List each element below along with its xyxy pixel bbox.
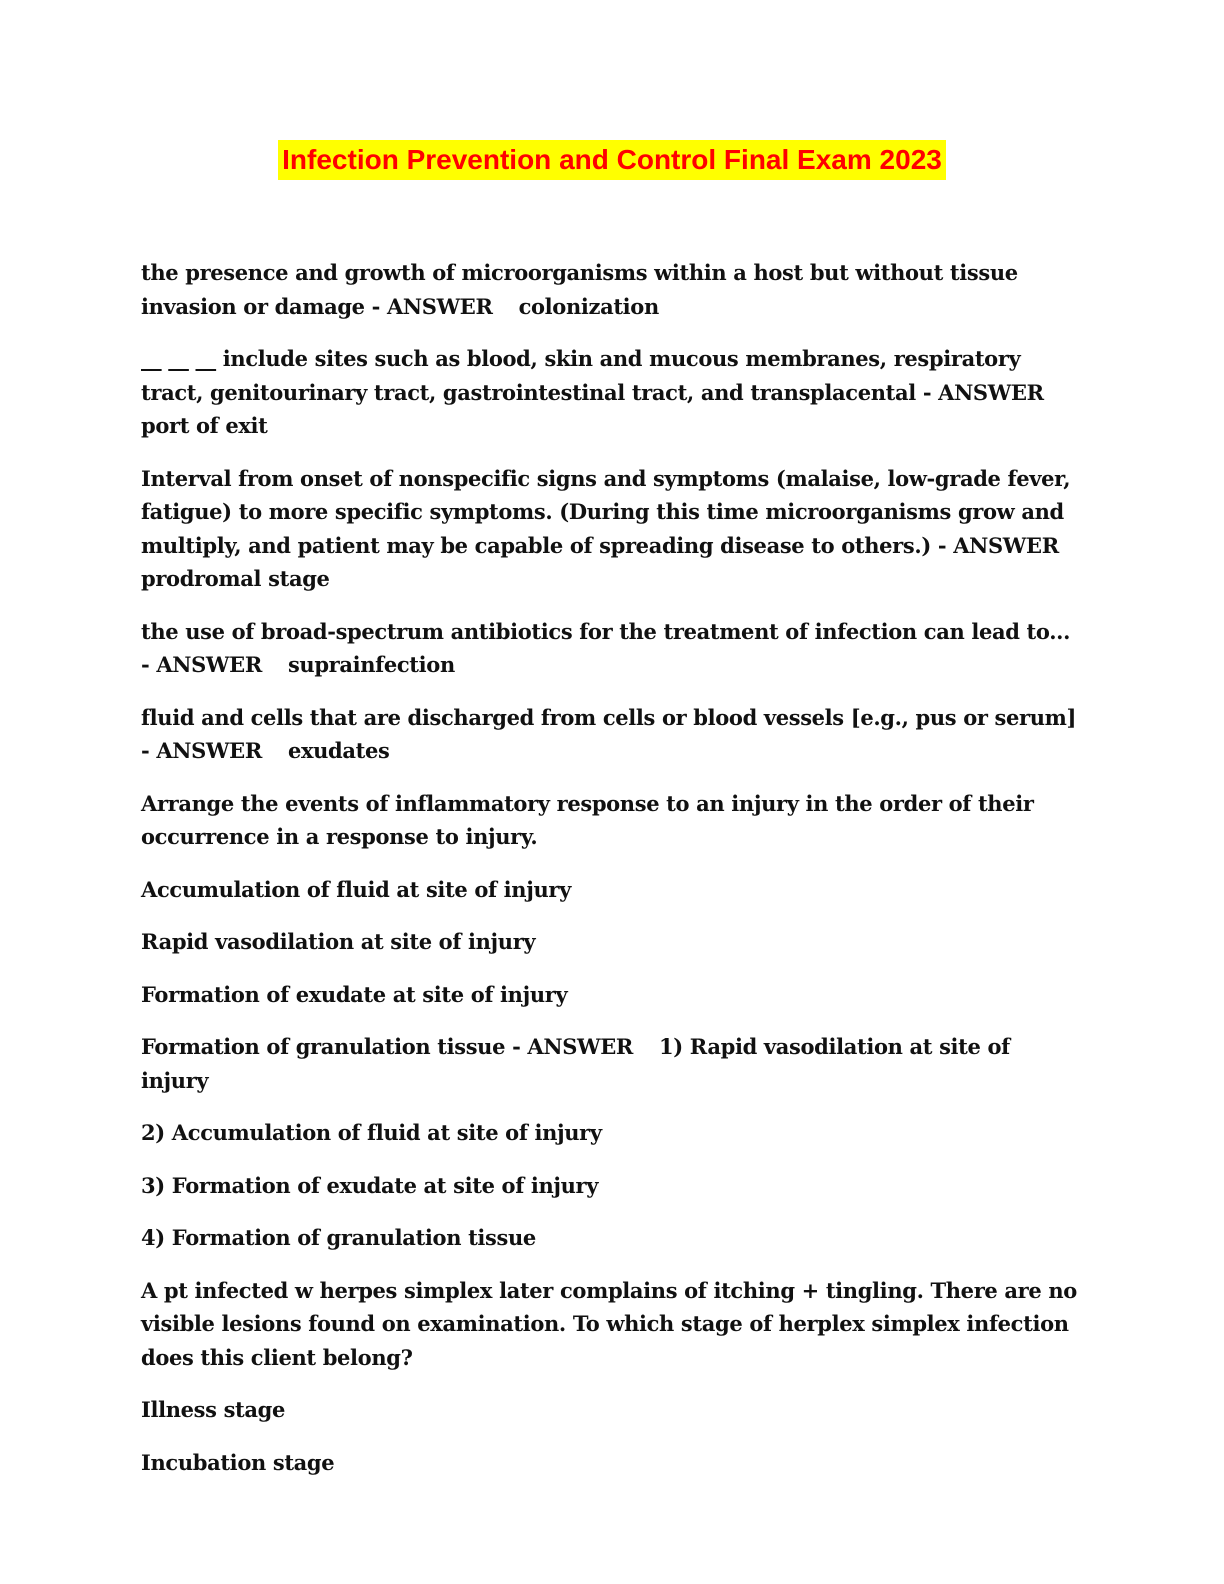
paragraph: Interval from onset of nonspecific signs and symptoms (malaise, low-grade fever, fatigue) to more specific symptoms. (During this time microorganisms grow and multiply, and patient may be capable of spreading disease to others.) - ANSWER prodromal stage: [141, 465, 1071, 591]
answer-text: exudates: [287, 738, 390, 763]
paragraph: 4) Formation of granulation tissue: [141, 1225, 536, 1250]
paragraph: 3) Formation of exudate at site of injury: [141, 1172, 599, 1198]
paragraph: 2) Accumulation of fluid at site of injury: [141, 1120, 602, 1145]
paragraph: Formation of granulation tissue - ANSWER 1) Rapid vasodilation at site of injury: [141, 1034, 1010, 1093]
paragraph: Arrange the events of inflammatory response to an injury in the order of their occurrence in a response to injury.: [141, 790, 1034, 849]
answer-text: colonization: [518, 293, 659, 319]
paragraph: the use of broad-spectrum antibiotics for the treatment of infection can lead to... - ANSWER suprainfection: [141, 618, 1071, 677]
title-container: [0, 140, 1224, 180]
paragraph: Rapid vasodilation at site of injury: [141, 929, 536, 954]
page-title: Infection Prevention and Control Final Exam 2023: [278, 140, 946, 180]
paragraph: __ __ __ include sites such as blood, skin and mucous membranes, respiratory tract, genitourinary tract, gastrointestinal tract, and transplacental - ANSWER port of exit: [141, 346, 1044, 438]
paragraph: fluid and cells that are discharged from cells or blood vessels [e.g., pus or serum] - ANSWER exudates: [141, 704, 1077, 763]
paragraph: Illness stage: [141, 1397, 285, 1422]
answer-text: suprainfection: [287, 652, 455, 677]
paragraph: Incubation stage: [141, 1449, 335, 1475]
document-body: [141, 256, 1081, 1498]
paragraph: Accumulation of fluid at site of injury: [141, 876, 571, 902]
paragraph: A pt infected w herpes simplex later complains of itching + tingling. There are no visible lesions found on examination. To which stage of herplex simplex infection does this client belong?: [141, 1277, 1077, 1370]
paragraph: Formation of exudate at site of injury: [141, 981, 568, 1007]
answer-text: 1) Rapid vasodilation at site of injury: [141, 1034, 1010, 1093]
paragraph: the presence and growth of microorganisms within a host but without tissue invasion or damage - ANSWER colonization: [141, 260, 1018, 319]
